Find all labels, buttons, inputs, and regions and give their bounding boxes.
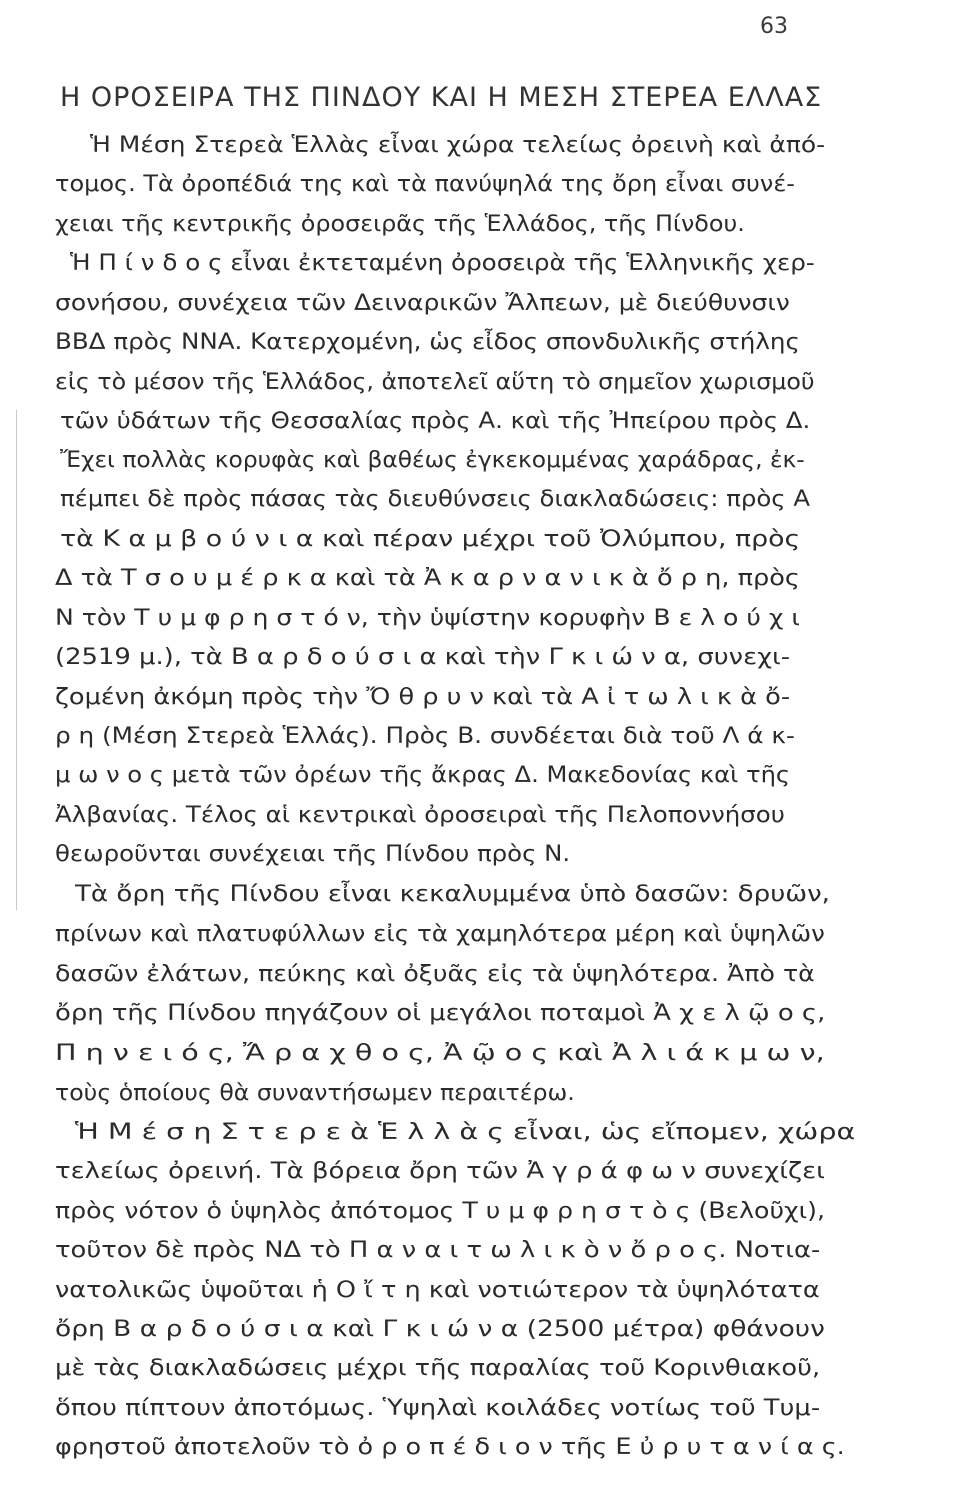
text-line: τοῦτον δὲ πρὸς ΝΔ τὸ Π α ν α ι τ ω λ ι κ ὸ ν ὄ ρ ο ς. Νοτια- [55, 1237, 821, 1263]
text-line: πρίνων καὶ πλατυφύλλων εἰς τὰ χαμηλότερα μέρη καὶ ὑψηλῶν [55, 921, 825, 947]
text-line: πέμπει δὲ πρὸς πάσας τὰς διευθύνσεις διακλαδώσεις: πρὸς Α [60, 486, 811, 512]
text-line: πρὸς νότον ὁ ὑψηλὸς ἀπότομος Τ υ μ φ ρ η σ τ ὸ ς (Βελοῦχι), [55, 1198, 825, 1224]
text-line: τομος. Τὰ ὀροπέδιά της καὶ τὰ πανύψηλά της ὄρη εἶναι συνέ- [55, 171, 795, 197]
text-line: (2519 μ.), τὰ Β α ρ δ ο ύ σ ι α καὶ τὴν Γ κ ι ώ ν α, συνεχι- [55, 644, 791, 670]
text-line: μὲ τὰς διακλαδώσεις μέχρι τῆς παραλίας τοῦ Κορινθιακοῦ, [55, 1355, 821, 1381]
text-line: ὄρη Β α ρ δ ο ύ σ ι α καὶ Γ κ ι ώ ν α (2500 μέτρα) φθάνουν [55, 1316, 825, 1342]
text-line: Ἡ Μ έ σ η Σ τ ε ρ ε ὰ Ἑ λ λ ὰ ς εἶναι, ὡς εἴπομεν, χώρα [75, 1119, 856, 1145]
text-line: Ἡ Π ί ν δ ο ς εἶναι ἐκτεταμένη ὀροσειρὰ τῆς Ἑλληνικῆς χερ- [70, 250, 815, 276]
text-line: ΒΒΔ πρὸς ΝΝΑ. Κατερχομένη, ὡς εἶδος σπονδυλικῆς στήλης [55, 329, 800, 355]
text-line: Τὰ ὄρη τῆς Πίνδου εἶναι κεκαλυμμένα ὑπὸ δασῶν: δρυῶν, [75, 881, 830, 907]
text-line: ὄρη τῆς Πίνδου πηγάζουν οἱ μεγάλοι ποταμοὶ Ἀ χ ε λ ῷ ο ς, [55, 1000, 826, 1026]
text-line: χειαι τῆς κεντρικῆς ὀροσειρᾶς τῆς Ἑλλάδος, τῆς Πίνδου. [55, 211, 745, 237]
page-number: 63 [760, 14, 788, 39]
text-line: τῶν ὑδάτων τῆς Θεσσαλίας πρὸς Α. καὶ τῆς Ἠπείρου πρὸς Δ. [60, 408, 811, 434]
text-line: Ν τὸν Τ υ μ φ ρ η σ τ ό ν, τὴν ὑψίστην κορυφὴν Β ε λ ο ύ χ ι [55, 605, 800, 631]
text-line: σονήσου, συνέχεια τῶν Δειναρικῶν Ἄλπεων, μὲ διεύθυνσιν [55, 290, 790, 316]
text-line: Ἔχει πολλὰς κορυφὰς καὶ βαθέως ἐγκεκομμένας χαράδρας, ἐκ- [60, 447, 805, 473]
text-line: τοὺς ὁποίους θὰ συναντήσωμεν περαιτέρω. [55, 1080, 575, 1106]
text-line: θεωροῦνται συνέχειαι τῆς Πίνδου πρὸς Ν. [55, 841, 571, 867]
text-line: Ἀλβανίας. Τέλος αἱ κεντρικαὶ ὀροσειραὶ τῆς Πελοποννήσου [55, 802, 785, 828]
text-line: εἰς τὸ μέσον τῆς Ἑλλάδος, ἀποτελεῖ αὕτη τὸ σημεῖον χωρισμοῦ [55, 369, 815, 395]
text-line: φρηστοῦ ἀποτελοῦν τὸ ὀ ρ ο π έ δ ι ο ν τῆς Ε ὐ ρ υ τ α ν ί α ς. [55, 1434, 845, 1460]
text-line: δασῶν ἐλάτων, πεύκης καὶ ὀξυᾶς εἰς τὰ ὑψηλότερα. Ἀπὸ τὰ [55, 961, 815, 987]
text-line: νατολικῶς ὑψοῦται ἡ Ο ἴ τ η καὶ νοτιώτερον τὰ ὑψηλότατα [55, 1277, 820, 1303]
text-line: ρ η (Μέση Στερεὰ Ἑλλάς). Πρὸς Β. συνδέεται διὰ τοῦ Λ ά κ- [55, 723, 795, 749]
text-line: ὅπου πίπτουν ἀποτόμως. Ὑψηλαὶ κοιλάδες νοτίως τοῦ Τυμ- [55, 1395, 821, 1421]
text-line: Π η ν ε ι ό ς, Ἄ ρ α χ θ ο ς, Ἀ ῷ ο ς καὶ Ἀ λ ι ά κ μ ω ν, [55, 1040, 825, 1066]
text-line: τὰ Κ α μ β ο ύ ν ι α καὶ πέραν μέχρι τοῦ Ὀλύμπου, πρὸς [60, 526, 801, 552]
text-line: Δ τὰ Τ σ ο υ μ έ ρ κ α καὶ τὰ Ἀ κ α ρ ν α ν ι κ ὰ ὄ ρ η, πρὸς [55, 565, 800, 591]
text-line: τελείως ὀρεινή. Τὰ βόρεια ὄρη τῶν Ἀ γ ρ ά φ ω ν συνεχίζει [55, 1158, 825, 1184]
text-line: μ ω ν ο ς μετὰ τῶν ὀρέων τῆς ἄκρας Δ. Μακεδονίας καὶ τῆς [55, 762, 791, 788]
text-line: Ἡ Μέση Στερεὰ Ἑλλὰς εἶναι χώρα τελείως ὀρεινὴ καὶ ἀπό- [90, 132, 826, 158]
margin-line [16, 410, 20, 910]
text-line: ζομένη ἀκόμη πρὸς τὴν Ὄ θ ρ υ ν καὶ τὰ Α ἰ τ ω λ ι κ ὰ ὄ- [55, 684, 791, 710]
chapter-title: Η ΟΡΟΣΕΙΡΑ ΤΗΣ ΠΙΝΔΟΥ ΚΑΙ Η ΜΕΣΗ ΣΤΕΡΕΑ ΕΛΛΑΣ [60, 82, 823, 113]
